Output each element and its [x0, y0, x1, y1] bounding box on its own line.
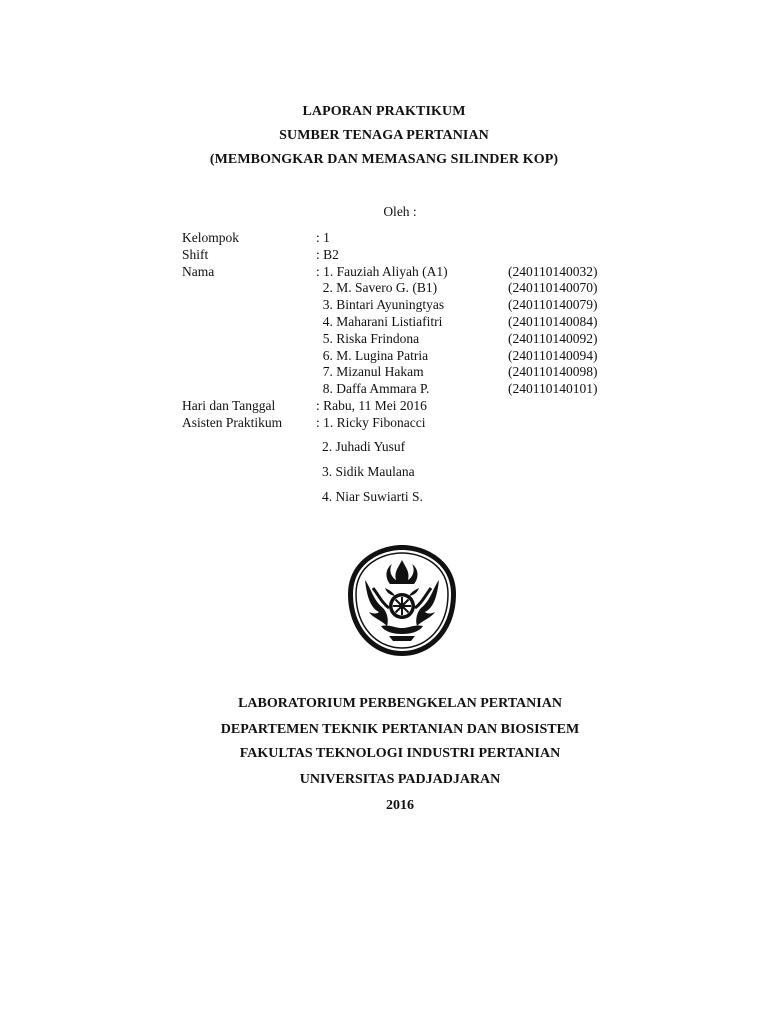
asisten-label: Asisten Praktikum: [182, 414, 283, 430]
member-name: 3. Bintari Ayuningtyas: [316, 297, 445, 313]
laboratory-name: LABORATORIUM PERBENGKELAN PERTANIAN: [238, 696, 562, 711]
asisten-name: 3. Sidik Maulana: [322, 464, 415, 479]
asisten-name: : 1. Ricky Fibonacci: [316, 414, 426, 430]
kelompok-label: Kelompok: [182, 230, 239, 245]
member-nim: (240110140094): [508, 347, 598, 363]
department-name: DEPARTEMEN TEKNIK PERTANIAN DAN BIOSISTEM: [220, 722, 580, 737]
year: 2016: [386, 798, 414, 813]
member-nim: (240110140084): [508, 313, 598, 329]
hari-value: : Rabu, 11 Mei 2016: [316, 397, 427, 413]
asisten-name: 2. Juhadi Yusuf: [322, 439, 406, 454]
kelompok-value: : 1: [316, 230, 330, 245]
member-name: 6. M. Lugina Patria: [316, 347, 429, 363]
member-nim: (240110140032): [508, 263, 598, 279]
faculty-name: FAKULTAS TEKNOLOGI INDUSTRI PERTANIAN: [239, 746, 561, 761]
member-name: : 1. Fauziah Aliyah (A1): [316, 263, 448, 279]
university-name: UNIVERSITAS PADJADJARAN: [299, 772, 501, 787]
nama-label: Nama: [182, 263, 215, 279]
member-nim: (240110140098): [508, 364, 598, 380]
member-name: 2. M. Savero G. (B1): [316, 280, 438, 296]
member-name: 7. Mizanul Hakam: [316, 364, 424, 380]
hari-label: Hari dan Tanggal: [182, 397, 276, 413]
member-nim: (240110140070): [508, 280, 598, 296]
university-logo-icon: [343, 542, 461, 660]
report-title: LAPORAN PRAKTIKUM: [302, 104, 466, 119]
member-name: 5. Riska Frindona: [316, 330, 420, 346]
practicum-topic: (MEMBONGKAR DAN MEMASANG SILINDER KOP): [209, 152, 559, 167]
shift-label: Shift: [182, 246, 209, 262]
member-name: 4. Maharani Listiafitri: [316, 313, 443, 329]
member-nim: (240110140079): [508, 297, 598, 313]
course-title: SUMBER TENAGA PERTANIAN: [279, 128, 489, 143]
member-nim: (240110140092): [508, 330, 598, 346]
oleh-label: Oleh :: [383, 204, 417, 219]
shift-value: : B2: [316, 246, 339, 262]
member-name: 8. Daffa Ammara P.: [316, 381, 430, 397]
member-nim: (240110140101): [508, 381, 598, 397]
asisten-name: 4. Niar Suwiarti S.: [322, 489, 423, 504]
